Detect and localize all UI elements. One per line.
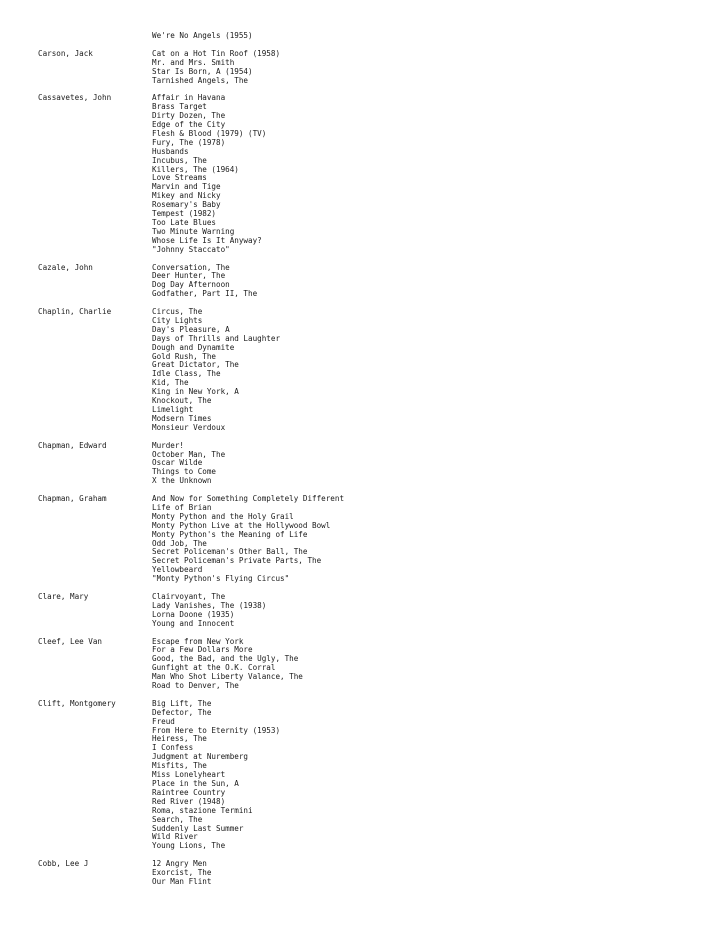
actor-entry xyxy=(38,860,698,887)
film-title: Murder! xyxy=(152,440,185,450)
film-list xyxy=(152,860,698,887)
actor-name: Carson, Jack xyxy=(38,48,93,58)
film-title: Life of Brian xyxy=(152,502,212,512)
film-title: City Lights xyxy=(152,315,203,325)
film-title: Godfather, Part II, The xyxy=(152,289,258,299)
film-list xyxy=(152,50,698,86)
film-title: Affair in Havana xyxy=(152,93,226,103)
actor-name: Cleef, Lee Van xyxy=(38,636,103,646)
film-title: Young Lions, The xyxy=(152,841,226,851)
film-list xyxy=(152,700,698,851)
film-list xyxy=(152,32,698,41)
film-title: Search, The xyxy=(152,814,203,824)
film-title: Great Dictator, The xyxy=(152,360,239,370)
film-title: Husbands xyxy=(152,146,189,156)
actor-entry xyxy=(38,442,698,487)
film-title: "Monty Python's Flying Circus" xyxy=(152,574,290,584)
actor-name: Cobb, Lee J xyxy=(38,859,89,869)
film-title: Rosemary's Baby xyxy=(152,200,221,210)
actor-entry xyxy=(38,593,698,629)
film-title: Love Streams xyxy=(152,173,207,183)
film-title: Knockout, The xyxy=(152,396,212,406)
actor-entry xyxy=(38,32,698,41)
film-title: Defector, The xyxy=(152,707,212,717)
film-title: Too Late Blues xyxy=(152,218,217,227)
film-title: Flesh & Blood (1979) (TV) xyxy=(152,128,267,138)
actor-entry xyxy=(38,264,698,300)
film-title: Our Man Flint xyxy=(152,876,212,886)
film-title: Monty Python Live at the Hollywood Bowl xyxy=(152,520,331,530)
film-title: Edge of the City xyxy=(152,120,226,130)
film-title: X the Unknown xyxy=(152,476,212,486)
film-title: Idle Class, The xyxy=(152,369,221,379)
actor-name: Cazale, John xyxy=(38,262,93,272)
film-title: Lorna Doone (1935) xyxy=(152,609,235,619)
film-title: Miss Lonelyheart xyxy=(152,770,226,780)
film-title: 12 Angry Men xyxy=(152,859,207,869)
filmography-list xyxy=(38,32,698,887)
film-title: Judgment at Nuremberg xyxy=(152,752,249,762)
actor-entry xyxy=(38,94,698,254)
actor-entry xyxy=(38,308,698,433)
film-title: Big Lift, The xyxy=(152,698,212,708)
film-title: Gold Rush, The xyxy=(152,351,217,361)
film-title: Circus, The xyxy=(152,307,203,317)
film-title: Young and Innocent xyxy=(152,618,235,628)
film-title: Roma, stazione Termini xyxy=(152,805,253,815)
film-title: We're No Angels (1955) xyxy=(152,31,253,40)
film-title: Limelight xyxy=(152,405,194,414)
actor-name: Chaplin, Charlie xyxy=(38,307,112,317)
film-title: Dog Day Afternoon xyxy=(152,280,230,290)
film-list xyxy=(152,94,698,254)
film-title: Killers, The (1964) xyxy=(152,164,239,174)
film-title: Tempest (1982) xyxy=(152,209,217,219)
film-title: Red River (1948) xyxy=(152,796,226,806)
film-title: Misfits, The xyxy=(152,761,207,771)
film-title: For a Few Dollars More xyxy=(152,645,253,655)
film-title: Odd Job, The xyxy=(152,538,207,548)
film-title: Gunfight at the O.K. Corral xyxy=(152,663,276,673)
film-title: Marvin and Tige xyxy=(152,182,221,192)
film-title: Modsern Times xyxy=(152,413,212,423)
film-title: "Johnny Staccato" xyxy=(152,244,230,254)
film-title: Lady Vanishes, The (1938) xyxy=(152,600,267,610)
film-title: Place in the Sun, A xyxy=(152,778,239,788)
film-title: King in New York, A xyxy=(152,387,239,397)
film-list xyxy=(152,442,698,487)
film-title: Mr. and Mrs. Smith xyxy=(152,57,235,67)
film-title: Things to Come xyxy=(152,467,217,477)
film-title: Secret Policeman's Private Parts, The xyxy=(152,556,322,566)
film-title: Tarnished Angels, The xyxy=(152,75,249,85)
film-title: Whose Life Is It Anyway? xyxy=(152,235,262,245)
film-title: Fury, The (1978) xyxy=(152,137,226,147)
film-title: Exorcist, The xyxy=(152,868,212,878)
film-title: Kid, The xyxy=(152,378,189,388)
film-title: Brass Target xyxy=(152,102,207,112)
film-title: Good, the Bad, and the Ugly, The xyxy=(152,654,299,664)
film-title: Escape from New York xyxy=(152,636,244,646)
film-list xyxy=(152,495,698,584)
actor-entry xyxy=(38,50,698,86)
actor-entry xyxy=(38,700,698,851)
film-title: Secret Policeman's Other Ball, The xyxy=(152,547,308,557)
actor-name: Cassavetes, John xyxy=(38,93,112,103)
film-title: Incubus, The xyxy=(152,155,207,165)
film-title: Day's Pleasure, A xyxy=(152,324,230,334)
actor-entry xyxy=(38,638,698,691)
actor-name: Chapman, Edward xyxy=(38,440,107,450)
film-list xyxy=(152,593,698,629)
film-title: Suddenly Last Summer xyxy=(152,823,244,833)
film-title: Monty Python and the Holy Grail xyxy=(152,511,294,521)
film-list xyxy=(152,264,698,300)
film-title: Mikey and Nicky xyxy=(152,191,221,201)
film-title: Freud xyxy=(152,716,175,726)
film-title: Cat on a Hot Tin Roof (1958) xyxy=(152,48,281,58)
film-title: October Man, The xyxy=(152,449,226,459)
film-title: Dirty Dozen, The xyxy=(152,111,226,121)
film-title: Oscar Wilde xyxy=(152,458,203,468)
actor-name: Chapman, Graham xyxy=(38,494,107,504)
film-title: Heiress, The xyxy=(152,734,207,744)
film-title: Conversation, The xyxy=(152,262,230,272)
film-title: Two Minute Warning xyxy=(152,226,235,236)
film-title: Wild River xyxy=(152,832,198,842)
film-title: I Confess xyxy=(152,743,194,753)
film-title: Days of Thrills and Laughter xyxy=(152,333,281,343)
film-list xyxy=(152,638,698,691)
actor-name: Clift, Montgomery xyxy=(38,698,116,708)
film-title: Man Who Shot Liberty Valance, The xyxy=(152,672,303,682)
film-title: Star Is Born, A (1954) xyxy=(152,66,253,76)
film-title: Road to Denver, The xyxy=(152,681,239,691)
actor-name: Clare, Mary xyxy=(38,591,89,601)
film-title: Monty Python's the Meaning of Life xyxy=(152,529,308,539)
film-title: Dough and Dynamite xyxy=(152,342,235,352)
film-title: Deer Hunter, The xyxy=(152,271,226,281)
film-list xyxy=(152,308,698,433)
film-title: From Here to Eternity (1953) xyxy=(152,725,281,735)
film-title: Monsieur Verdoux xyxy=(152,422,226,432)
film-title: Clairvoyant, The xyxy=(152,591,226,601)
film-title: Raintree Country xyxy=(152,787,226,797)
film-title: Yellowbeard xyxy=(152,565,203,575)
film-title: And Now for Something Completely Different xyxy=(152,494,345,504)
actor-entry xyxy=(38,495,698,584)
